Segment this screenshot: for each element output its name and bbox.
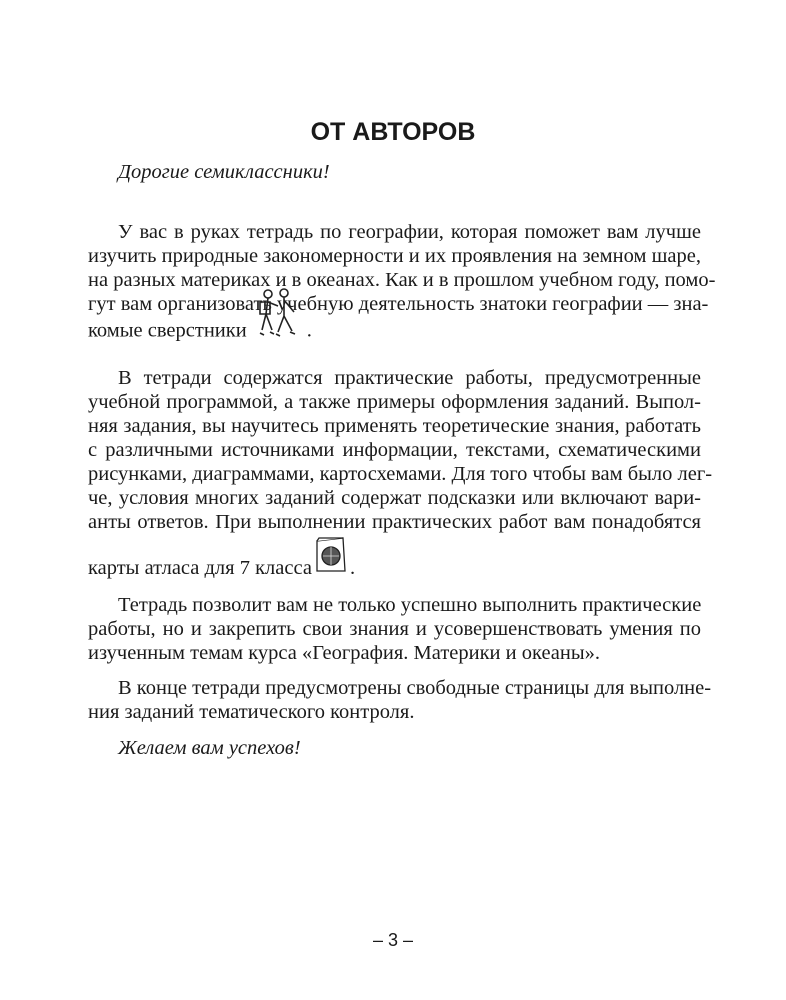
text-line: изучить природные закономерности и их проявления на земном шаре, xyxy=(88,245,701,267)
text-line: работы, но и закрепить свои знания и усовершенствовать умения по xyxy=(88,618,701,640)
text-line: В конце тетради предусмотрены свободные страницы для выполне- xyxy=(118,677,712,699)
walking-kids-illustration-icon xyxy=(250,286,304,348)
text-line: ния заданий тематического контроля. xyxy=(88,701,415,723)
text-line: В тетради содержатся практические работы, предусмотренные xyxy=(118,367,701,389)
text-fragment: . xyxy=(349,557,356,579)
text-line: на разных материках и в океанах. Как и в прошлом учебном году, помо- xyxy=(88,269,716,291)
text-line: че, условия многих заданий содержат подсказки или включают вари- xyxy=(88,487,701,509)
text-line: Тетрадь позволит вам не только успешно выполнить практические xyxy=(118,594,702,616)
page-number: – 3 – xyxy=(372,930,414,950)
text-line: няя задания, вы научитесь применять теоретические знания, работать xyxy=(88,415,701,437)
text-line: анты ответов. При выполнении практических работ вам понадобятся xyxy=(88,511,701,533)
text-line: гут вам организовать учебную деятельность знатоки географии — зна- xyxy=(88,293,709,315)
atlas-book-icon xyxy=(315,537,347,579)
greeting: Дорогие семиклассники! xyxy=(118,161,330,183)
text-line: с различными источниками информации, текстами, схематическими xyxy=(88,439,701,461)
text-line-with-image xyxy=(88,316,701,348)
page-title: ОТ АВТОРОВ xyxy=(310,118,476,146)
text-line: У вас в руках тетрадь по географии, которая поможет вам лучше xyxy=(118,221,701,243)
text-line: учебной программой, а также примеры оформления заданий. Выпол- xyxy=(88,391,701,413)
text-line: рисунками, диаграммами, картосхемами. Для того чтобы вам было лег- xyxy=(88,463,713,485)
text-line-with-image xyxy=(88,556,701,580)
text-line: изученным темам курса «География. Материки и океаны». xyxy=(88,642,601,664)
text-fragment: карты атласа для 7 класса xyxy=(88,557,312,579)
closing: Желаем вам успехов! xyxy=(118,737,301,759)
text-fragment: . xyxy=(306,319,312,342)
text-fragment: комые сверстники xyxy=(88,319,247,342)
